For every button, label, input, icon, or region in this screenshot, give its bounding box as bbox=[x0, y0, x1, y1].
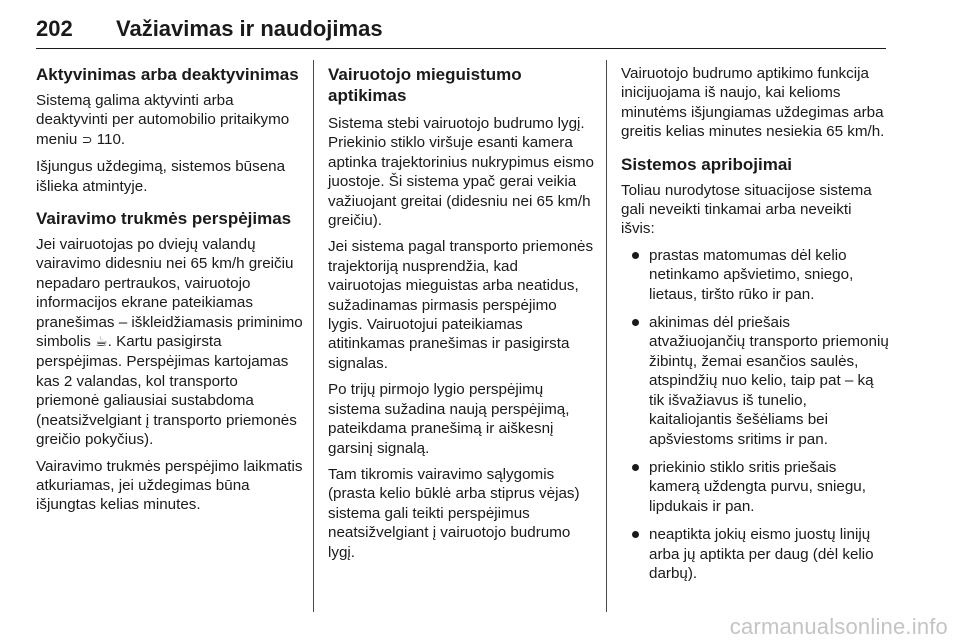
paragraph-limitations-intro: Toliau nurodytose situacijose sistema gali neveikti tinkamai arba neveikti išvis: bbox=[621, 181, 872, 238]
paragraph-ignition-memory: Išjungus uždegimą, sistemos būsena išlieka atmintyje. bbox=[36, 158, 286, 195]
limitations-list bbox=[621, 246, 889, 584]
paragraph-driving-conditions: Tam tikromis vairavimo sąlygomis (prasta kelio būklė arba stiprus vėjas) sistema gali teikti perspėjimus neatsižvelgiant į vairuotojo budrumo lygį. bbox=[328, 465, 580, 561]
paragraph-first-level-warning: Jei sistema pagal transporto priemonės trajektoriją nusprendžia, kad vairuotojas mieguistas arba neatidus, sužadinamas pirmasis perspėjimo lygis. Vairuotojui pateikiamas atitinkamas pranešimas ir pasigirsta signalas. bbox=[328, 238, 594, 372]
section-heading-driving-time-warning: Vairavimo trukmės perspėjimas bbox=[36, 209, 292, 229]
section-heading-drowsiness-detection: Vairuotojo mieguistumo aptikimas bbox=[328, 65, 522, 105]
paragraph-text: Sistemą galima aktyvinti arba deaktyvinti per automobilio pritaikymo meniu bbox=[36, 92, 290, 148]
column-right bbox=[621, 64, 889, 612]
paragraph-warning-description bbox=[36, 235, 304, 449]
page-reference-number: 110. bbox=[92, 130, 126, 148]
page-header bbox=[36, 10, 886, 49]
paragraph-activation bbox=[36, 91, 304, 150]
list-item: priekinio stiklo sritis priešais kamerą uždengta purvu, sniegu, lipdukais ir pan. bbox=[621, 458, 889, 516]
coffee-cup-icon: ☕ bbox=[95, 334, 108, 351]
page-reference-icon: ⊃ bbox=[81, 132, 93, 148]
paragraph-system-monitoring: Sistema stebi vairuotojo budrumo lygį. Priekinio stiklo viršuje esanti kamera aptinka trajektorinius nukrypimus eismo juostoje. Ši sistema ypač gerai veikia važiuojant greitai (didesniu nei 65 km/h greičiu). bbox=[328, 115, 594, 230]
page-title: Važiavimas ir naudojimas bbox=[116, 16, 383, 41]
paragraph-text: . Kartu pasigirsta perspėjimas. Perspėjimas kartojamas kas 2 valandas, kol transporto priemonė galiausiai sustabdoma (neatsižvelgiant į transporto priemonės greičio pokyčius). bbox=[36, 333, 297, 449]
paragraph-timer-reset: Vairavimo trukmės perspėjimo laikmatis atkuriamas, jei uždegimas būna išjungtas kelias minutes. bbox=[36, 457, 303, 514]
section-heading-activation: Aktyvinimas arba deaktyvinimas bbox=[36, 65, 299, 84]
column-middle bbox=[328, 64, 594, 612]
paragraph-reinitialization: Vairuotojo budrumo aptikimo funkcija inicijuojama iš naujo, kai kelioms minutėms išjungiamas uždegimas arba greitis kelias minutes nesiekia 65 km/h. bbox=[621, 65, 885, 141]
column-left bbox=[36, 64, 304, 612]
section-heading-system-limitations: Sistemos apribojimai bbox=[621, 154, 792, 174]
paragraph-text: Jei vairuotojas po dviejų valandų vairavimo didesniu nei 65 km/h greičiu nepadaro pertraukos, vairuotojo informacijos ekrane pateikiamas pranešimas – iškleidžiamasis priminimo simbolis bbox=[36, 236, 303, 351]
column-divider bbox=[606, 60, 607, 612]
paragraph-second-level-warning: Po trijų pirmojo lygio perspėjimų sistema sužadina naują perspėjimą, pateikdama pranešimą ir aiškesnį garsinį signalą. bbox=[328, 381, 570, 457]
list-item: neaptikta jokių eismo juostų linijų arba jų aptikta per daug (dėl kelio darbų). bbox=[621, 525, 889, 583]
page-number: 202 bbox=[36, 16, 73, 41]
list-item: akinimas dėl priešais atvažiuojančių transporto priemonių žibintų, žemai esančios saulės, atspindžių nuo kelio, taip pat – ką tik išvažiavus iš tunelio, kaitaliojantis šešėliams bei apšviestoms sritims ir pan. bbox=[621, 313, 889, 449]
watermark: carmanualsonline.info bbox=[729, 614, 948, 639]
column-divider bbox=[313, 60, 314, 612]
list-item: prastas matomumas dėl kelio netinkamo apšvietimo, sniego, lietaus, tiršto rūko ir pan. bbox=[621, 246, 889, 304]
